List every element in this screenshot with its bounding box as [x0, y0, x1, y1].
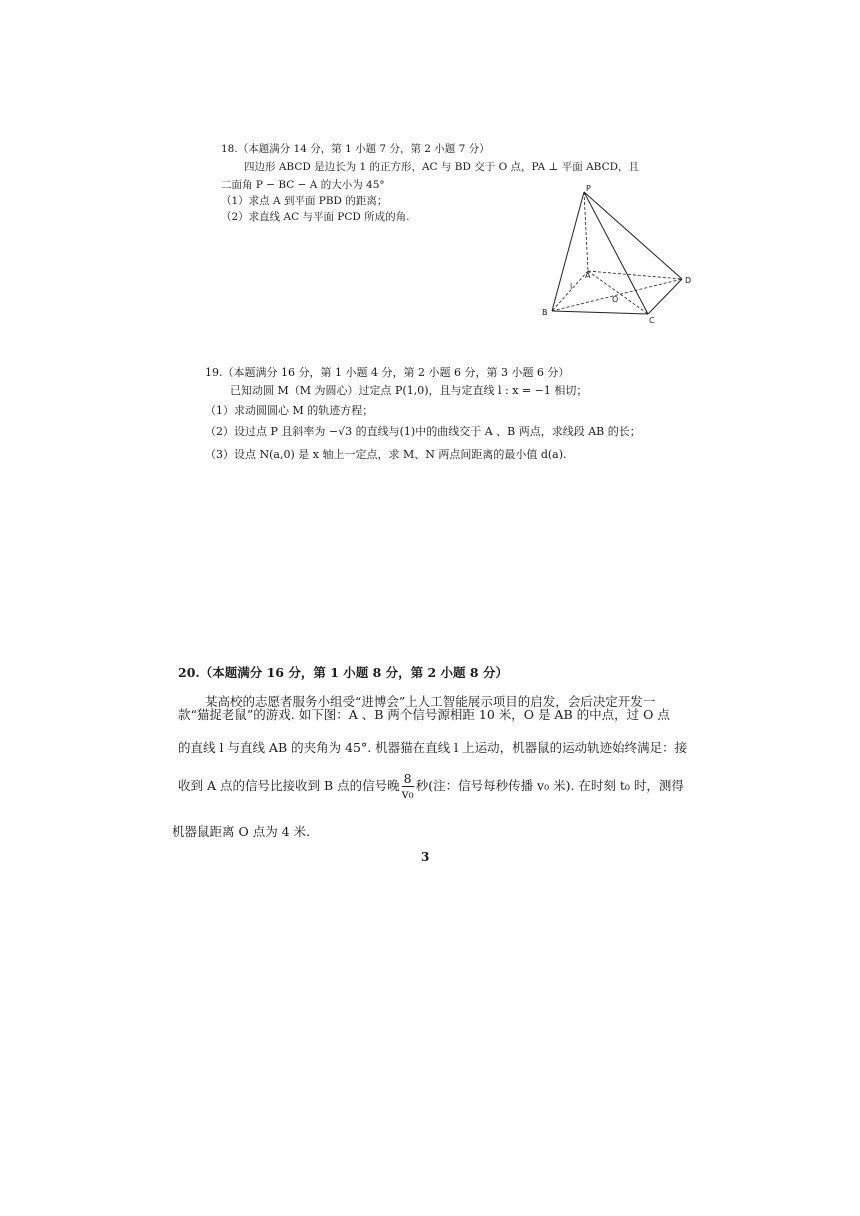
q20-line4-post: 秒(注：信号每秒传播 v₀ 米). 在时刻 t₀ 时，测得 — [415, 778, 684, 793]
q20-line4 — [178, 772, 684, 801]
q20-line5: 机器鼠距离 O 点为 4 米. — [172, 824, 311, 839]
label-A: A — [585, 271, 591, 280]
q19-part3: （3）设点 N(a,0) 是 x 轴上一定点，求 M、N 两点间距离的最小值 d(a). — [205, 448, 567, 461]
q20-line3: 的直线 l 与直线 AB 的夹角为 45°. 机器猫在直线 l 上运动，机器鼠的运动轨迹始终满足：接 — [178, 740, 688, 755]
q18-part2: （2）求直线 AC 与平面 PCD 所成的角. — [221, 211, 410, 223]
q20-line1: 某高校的志愿者服务小组受“进博会”上人工智能展示项目的启发，会后决定开发一 — [205, 694, 656, 709]
q19-part2: （2）设过点 P 且斜率为 −√3 的直线与(1)中的曲线交于 A 、B 两点，求线段 AB 的长； — [205, 425, 641, 438]
q20-fraction — [402, 772, 414, 801]
label-C: C — [649, 316, 655, 325]
label-O: O — [612, 295, 619, 304]
label-l: l — [570, 282, 573, 291]
q18-line1: 四边形 ABCD 是边长为 1 的正方形，AC 与 BD 交于 O 点，PA ⊥ 平面 ABCD，且 — [244, 161, 640, 173]
fraction-numerator: 8 — [402, 772, 414, 787]
label-D: D — [685, 276, 692, 285]
q20-line4-pre: 收到 A 点的信号比接收到 B 点的信号晚 — [178, 778, 400, 793]
fraction-denominator: v₀ — [401, 786, 414, 801]
q18-heading: 18.（本题满分 14 分，第 1 小题 7 分，第 2 小题 7 分） — [221, 143, 490, 155]
page-number: 3 — [421, 850, 430, 864]
label-B: B — [542, 308, 548, 317]
q18-part1: （1）求点 A 到平面 PBD 的距离； — [221, 195, 388, 207]
label-P: P — [586, 184, 591, 193]
q18-line2: 二面角 P − BC − A 的大小为 45° — [221, 179, 385, 191]
q20-heading: 20.（本题满分 16 分，第 1 小题 8 分，第 2 小题 8 分） — [178, 665, 508, 680]
q19-heading: 19.（本题满分 16 分，第 1 小题 4 分，第 2 小题 6 分，第 3 小题 6 分） — [205, 366, 570, 379]
q19-line1: 已知动圆 M（M 为圆心）过定点 P(1,0)，且与定直线 l : x = −1 相切； — [230, 384, 588, 397]
q18-pyramid-figure — [530, 180, 710, 325]
q19-part1: （1）求动圆圆心 M 的轨迹方程； — [205, 404, 374, 417]
q20-line2: 款“猫捉老鼠”的游戏. 如下图：A 、B 两个信号源相距 10 米，O 是 AB 的中点，过 O 点 — [178, 707, 670, 722]
